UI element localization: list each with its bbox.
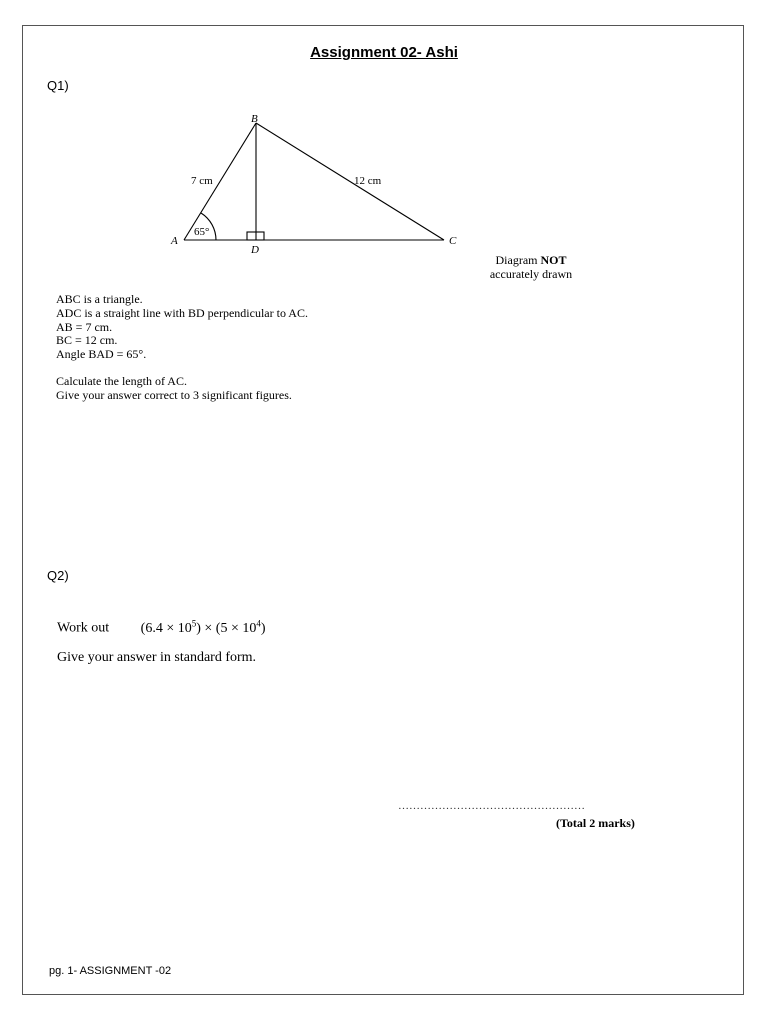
note-line-2: accurately drawn [489, 267, 573, 281]
diagram-note [476, 253, 586, 281]
q1-line: BC = 12 cm. [56, 333, 118, 348]
answer-line: …………………………………………… [398, 800, 585, 812]
q1-instruction: Give your answer correct to 3 significant figures. [56, 387, 292, 402]
question-2-label: Q2) [47, 568, 69, 583]
vertex-a-label: A [171, 235, 178, 247]
total-marks: (Total 2 marks) [556, 816, 635, 830]
triangle-diagram [160, 106, 470, 256]
q1-instruction: Calculate the length of AC. [56, 373, 187, 388]
question-1-text [56, 293, 308, 403]
note-bold: NOT [540, 253, 567, 267]
work-out-label: Work out [57, 620, 110, 636]
q1-line: Angle BAD = 65°. [56, 347, 147, 362]
q1-line: ADC is a straight line with BD perpendicular to AC. [56, 305, 308, 320]
question-2-workout [57, 618, 266, 637]
page-footer: pg. 1- ASSIGNMENT -02 [49, 965, 172, 977]
vertex-b-label: B [251, 113, 258, 125]
q1-line: AB = 7 cm. [56, 319, 113, 334]
question-1-label: Q1) [47, 78, 69, 93]
note-text: Diagram [495, 253, 541, 267]
vertex-c-label: C [449, 235, 457, 247]
ab-length-label: 7 cm [191, 175, 213, 187]
vertex-d-label: D [251, 244, 259, 256]
bc-length-label: 12 cm [354, 175, 382, 187]
q1-line: ABC is a triangle. [56, 292, 143, 306]
assignment-title: Assignment 02- Ashi [310, 44, 458, 61]
question-2-instruction: Give your answer in standard form. [57, 650, 257, 665]
side-bc [256, 123, 444, 240]
expression: $(6.4 \times 10^5) \times (5 \times 10^4)$ [140, 618, 266, 636]
angle-label: 65° [194, 226, 210, 238]
